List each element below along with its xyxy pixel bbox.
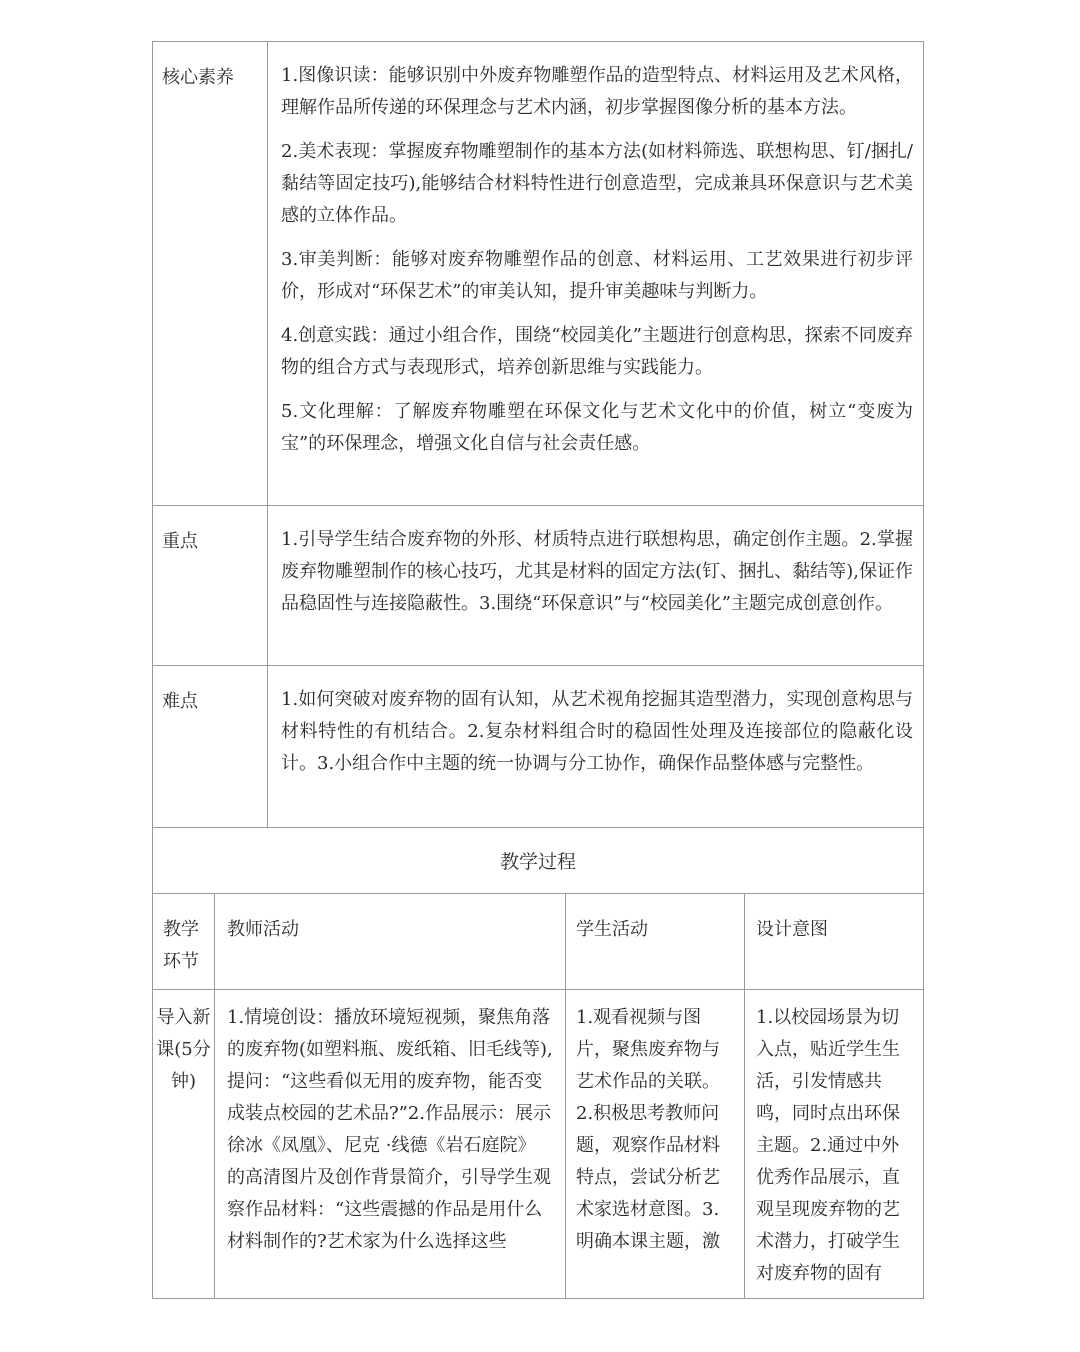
difficulties-text: 1.如何突破对废弃物的固有认知，从艺术视角挖掘其造型潜力，实现创意构思与材料特性的有机结合。2.复杂材料组合时的稳固性处理及连接部位的隐蔽化设计。3.小组合作中主题的统一协调与分工协作，确保作品整体感与完整性。: [281, 689, 913, 774]
core-literacy-item: 5.文化理解：了解废弃物雕塑在环保文化与艺术文化中的价值，树立“变废为宝”的环保理念，增强文化自信与社会责任感。: [281, 401, 913, 454]
header-stage: 教学环节: [153, 894, 215, 989]
header-student: 学生活动: [566, 894, 745, 989]
core-literacy-row: [153, 42, 923, 506]
key-points-row: [153, 506, 923, 666]
process-header-row: [153, 894, 923, 990]
core-literacy-content: [268, 42, 923, 505]
core-literacy-item: 2.美术表现：掌握废弃物雕塑制作的基本方法(如材料筛选、联想构思、钉/捆扎/黏结等固定技巧),能够结合材料特性进行创意造型，完成兼具环保意识与艺术美感的立体作品。: [281, 141, 913, 226]
header-intent: 设计意图: [756, 919, 828, 940]
header-teacher: 教师活动: [215, 894, 566, 989]
key-points-text: 1.引导学生结合废弃物的外形、材质特点进行联想构思，确定创作主题。2.掌握废弃物雕塑制作的核心技巧，尤其是材料的固定方法(钉、捆扎、黏结等),保证作品稳固性与连接隐蔽性。3.围绕“环保意识”与“校园美化”主题完成创意创作。: [281, 529, 913, 614]
lesson-plan-table: [152, 41, 924, 1299]
process-row-intro: [153, 990, 923, 1299]
design-intent-cell: 1.以校园场景为切入点，贴近学生生活，引发情感共鸣，同时点出环保主题。2.通过中外优秀作品展示，直观呈现废弃物的艺术潜力，打破学生对废弃物的固有: [756, 1007, 900, 1284]
stage-cell: 导入新课(5分钟): [153, 990, 215, 1299]
process-title: 教学过程: [499, 851, 576, 873]
key-points-label: 重点: [153, 506, 268, 665]
key-points-content: [268, 506, 923, 665]
difficulties-content: [268, 666, 923, 827]
student-activity-cell: 1.观看视频与图片，聚焦废弃物与艺术作品的关联。2.积极思考教师问题，观察作品材料特点，尝试分析艺术家选材意图。3.明确本课主题，激: [566, 990, 745, 1299]
teacher-activity-cell: 1.情境创设：播放环境短视频，聚焦角落的废弃物(如塑料瓶、废纸箱、旧毛线等),提问：“这些看似无用的废弃物，能否变成装点校园的艺术品?”2.作品展示：展示徐冰《凤凰》、尼克 ·线德《岩石庭院》的高清图片及创作背景简介，引导学生观察作品材料：“这些震撼的作品是用什么材料制作的?艺术家为什么选择这些: [215, 990, 566, 1299]
core-literacy-label: 核心素养: [153, 42, 268, 505]
core-literacy-item: 3.审美判断：能够对废弃物雕塑作品的创意、材料运用、工艺效果进行初步评价，形成对“环保艺术”的审美认知，提升审美趣味与判断力。: [281, 249, 913, 302]
difficulties-row: [153, 666, 923, 828]
core-literacy-item: 1.图像识读：能够识别中外废弃物雕塑作品的造型特点、材料运用及艺术风格，理解作品所传递的环保理念与艺术内涵，初步掌握图像分析的基本方法。: [281, 65, 913, 118]
process-title-row: [153, 828, 923, 894]
core-literacy-item: 4.创意实践：通过小组合作，围绕“校园美化”主题进行创意构思，探索不同废弃物的组合方式与表现形式，培养创新思维与实践能力。: [281, 325, 913, 378]
difficulties-label: 难点: [153, 666, 268, 827]
